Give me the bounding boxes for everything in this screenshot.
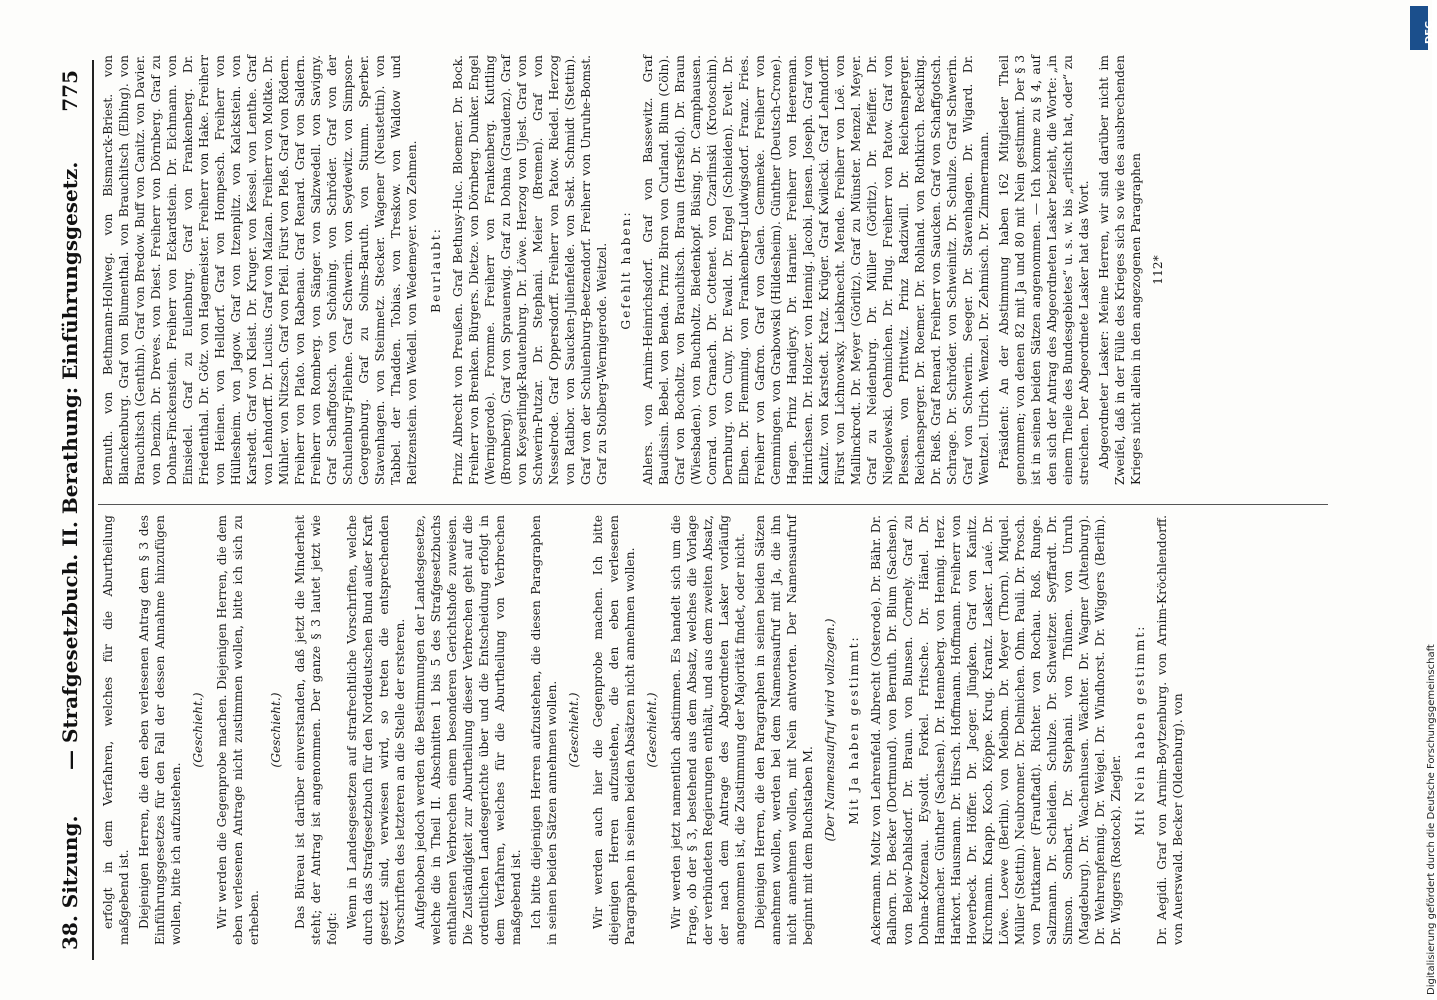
section-title: — Strafgesetzbuch. II. Berathung: Einführungsgesetz. xyxy=(58,161,82,770)
vote-heading: Mit Ja haben gestimmt: xyxy=(847,635,861,825)
procedural-note: (Geschieht.) xyxy=(269,692,283,768)
name-list: Prinz Albrecht von Preußen. Graf Bethusy-Huc. Bloemer. Dr. Bock. Freiherr von Brenken. Bürgers. Dietze. von Dörnberg. Dunker. Engel (Wernigerode). Fromme. Freiherr von Frankenberg. Kuttling (Bromberg). Graf von Sprauenwig. Graf zu Dohna (Graudenz). Graf von Keyserlingk-Rautenburg. Dr. Löwe. Herzog von Ujest. Graf von Schwerin-Putzar. Dr. Stephani. Meier (Bremen). Graf von Nesselrode. Graf Oppersdorff. Freiherr von Patow. Riedel. Herzog von Ratibor. von Saucken-Julienfelde. von Sekt. Schmidt (Stettin). Graf von der Schulenburg-Beetzendorf. Freiherr von Unruhe-Bomst. Graf zu Stolberg-Wernigerode. Weitzel. xyxy=(451,55,609,485)
paragraph: Das Büreau ist darüber einverstanden, daß jetzt die Minderheit steht; der Antrag ist angenommen. Der ganze § 3 lautet jetzt wie folgt: xyxy=(293,515,339,945)
page-number: 775 xyxy=(58,70,82,112)
name-list: Ackermann. Moltz von Lehrenfeld. Albrecht (Osterode). Dr. Bähr. Dr. Balhorn. Dr. Becker (Dortmund). von Bernuth. Dr. Blum (Sachsen). von Below-Dahlsdorf. Dr. Braun. von Bunsen. Cornely. Graf zu Dohna-Kotzenau. Eysoldt. Forkel. Fritsche. Dr. Hänel. Dr. Hammacher. Günther (Sachsen). Dr. Henneberg. von Hennig. Herz. Harkort. Hausmann. Dr. Hirsch. Hoffmann. Hoffmann. Freiherr von Hoverbeck. Dr. Höffer. Dr. Jacger. Jüngken. Graf von Kanitz. Kirchmann. Knapp. Kocb. Köppe. Krug. Krantz. Lasker. Laué. Dr. Löwe. Loewe (Berlin). von Meibom. Dr. Meyer (Thorn). Miquel. Müller (Stettin). Neubronner. Dr. Delmichen. Ohm. Pauli. Dr. Prosch. von Puttkamer (Frauftadt). Richter. von Rochau. Roß. Runge. Salzmann. Dr. Schleiden. Schulze. Dr. Schweitzer. Seyffardt. Dr. Simson. Sombart. Dr. Stephani. von Thünen. von Unruh (Magdeburg). Dr. Wachenhusen. Wächter. Dr. Wagner (Altenburg). Dr. Wehrenpfennig. Dr. Weigel. Dr. Windhorst. Dr. Wiggers (Berlin). Dr. Wiggers (Rostock). Ziegler. xyxy=(869,515,1123,945)
procedural-note: (Geschieht.) xyxy=(567,692,581,768)
paragraph: Wir werden jetzt namentlich abstimmen. Es handelt sich um die Frage, ob der § 3, bestehend aus dem Absatz, welches die Vorlage der verbündeten Regierungen enthält, und aus dem zweiten Absatz, der nach dem Antrage des Abgeordneten Lasker vorläufig angenommen ist, die Zustimmung der Majorität findet, oder nicht. xyxy=(669,515,747,945)
paragraph: Aufgehoben jedoch werden die Bestimmungen der Landesgesetze, welche die in Theil II. Abschnitten 1 bis 5 des Strafgesetzbuchs enthaltenen Verbrechen einem besonderen Gerichtshofe zuweisen. Die Zuständigkeit zur Aburtheilung dieser Verbrechen geht auf die ordentlichen Landesgerichte über und die Entscheidung erfolgt in dem Verfahren, welches für die Aburtheilung von Verbrechen maßgebend ist. xyxy=(413,515,523,945)
paragraph: erfolgt in dem Verfahren, welches für die Aburtheilung maßgebend ist. xyxy=(101,515,131,945)
name-list: Ahlers. von Arnim-Heinrichsdorf. Graf von Bassewitz. Graf Baudissin. Bebel. von Benda. Prinz Biron von Curland. Blum (Cöln). Graf von Bocholtz. von Brauchitsch. Braun (Hersfeld). Dr. Braun (Wiesbaden). von Buchholtz. Biedenkopf. Büsing. Dr. Camphausen. Conrad. von Cranach. Dr. Cottenet. von Czarlinski (Krotoschin). Dernburg. von Cuny. Dr. Ewald. Dr. Engel (Schleiden). Evelt. Dr. Elben. Dr. Flemming. von Frankenberg-Ludwigsdorf. Franz. Fries. Freiherr von Gafron. Graf von Galen. Gemmeke. Freiherr von Gemmingen. von Grabowski (Hildesheim). Günther (Deutsch-Crone). Hagen. Prinz Handjery. Dr. Harnier. Freiherr von Heereman. Hinrichsen. Dr. Holzer. von Hennig. Jacobi. Jensen. Joseph. Graf von Kanitz. von Karstedt. Kratz. Krüger. Graf Kwilecki. Graf Lehndorff. Fürst von Lichnowsky. Liebknecht. Mende. Freiherr von Loë. von Mallinckrodt. Dr. Meyer (Görlitz). Graf zu Münster. Menzel. Meyer. Graf zu Neidenburg. Dr. Müller (Görlitz). Dr. Pfeiffer. Dr. Niegolewski. Oehmichen. Dr. Pflug. Freiherr von Patow. Graf von Plessen. von Prittwitz. Prinz Radziwill. Dr. Reichensperger. Reichensperger. Dr. Roemer. Dr. Rohland. von Rothkirch. Reckling. Dr. Rieß. Graf Renard. Freiherr von Saucken. Graf von Schaffgotsch. Schrage. Dr. Schröder. von Schweinitz. Dr. Schulze. Graf Schwerin. Graf von Schwerin. Seeger. Dr. Stavenhagen. Dr. Wigard. Dr. Wentzel. Ulrich. Wenzel. Dr. Zehmisch. Dr. Zimmermann. xyxy=(641,55,991,485)
paragraph: Diejenigen Herren, die den Paragraphen in seinen beiden Sätzen annehmen wollen, werden bei dem Namensaufruf mit Ja, die ihn nicht annehmen wollen, mit Nein antworten. Der Namensaufruf beginnt mit dem Buchstaben M. xyxy=(753,515,815,945)
running-head xyxy=(58,70,88,950)
paragraph: Wir werden die Gegenprobe machen. Diejenigen Herren, die dem eben verlesenen Antrage nicht zustimmen wollen, bitte ich sich zu erheben. xyxy=(215,515,261,945)
paragraph: Diejenigen Herren, die den eben verlesenen Antrag dem § 3 des Einführungsgesetzes für den Fall der dessen Annahme hinzufügen wollen, bitte ich aufzustehen. xyxy=(137,515,183,945)
left-column xyxy=(100,515,1320,945)
paragraph: Abgeordneter Lasker: Meine Herren, wir sind darüber nicht im Zweifel, daß in der Fülle des Krieges sich so wie des ausbrechenden Krieges nicht allein in den angezogenen Paragraphen xyxy=(1097,55,1143,485)
paragraph: Ich bitte diejenigen Herren aufzustehen, die diesen Paragraphen in seinen beiden Sätzen annehmen wollen. xyxy=(529,515,559,945)
session-label: 38. Sitzung. xyxy=(58,815,82,950)
vote-heading: Gefehlt haben: xyxy=(619,210,633,330)
paragraph: Wenn in Landesgesetzen auf strafrechtliche Vorschriften, welche durch das Strafgesetzbuch für den Norddeutschen Bund außer Kraft gesetzt sind, verwiesen wird, so treten die entsprechenden Vorschriften des letzteren an die Stelle der ersteren. xyxy=(345,515,407,945)
column-rule xyxy=(98,504,1328,505)
vote-heading: Beurlaubt: xyxy=(429,227,443,313)
procedural-note: (Geschieht.) xyxy=(191,692,205,768)
procedural-note: (Der Namensaufruf wird vollzogen.) xyxy=(823,618,837,842)
procedural-note: (Geschieht.) xyxy=(645,692,659,768)
header-rule xyxy=(92,60,94,960)
name-list: Bernuth. von Bethmann-Hollweg. von Bismarck-Briest. von Blanckenburg. Graf von Blumenthal. von Brauchitsch (Elbing). von Brauchitsch (Genthin). Graf von Bredow. Buff von Canitz. von Davier. von Denzin. Dr. Dreves. von Diest. Freiherr von Dörnberg. Graf zu Dohna-Finckenstein. Freiherr von Eckardstein. Dr. Eichmann. von Einsiedel. Graf zu Eulenburg. Graf von Frankenberg. Dr. Friedenthal. Dr. Götz. von Hagemeister. Freiherr von Hake. Freiherr von Heinen. von Helldorf. Graf von Hompesch. Freiherr von Hüllesheim. von Jagow. Graf von Itzenplitz. von Kalckstein. von Karstedt. Graf von Kleist. Dr. Kruger. von Kessel. von Lenthe. Graf von Lehndorff. Dr. Lucius. Graf von Malzan. Freiherr von Moltke. Dr. Mühler. von Nitzsch. Graf von Pfeil. Fürst von Pleß. Graf von Rödern. Freiherr von Plato. von Rabenau. Graf Renard. Graf von Saldern. Freiherr von Romberg. von Sänger. von Salzwedell. von Savigny. Graf Schaffgotsch. von Schöning. von Schröder. Graf von der Schulenburg-Filehne. Graf Schwerin. von Seydewitz. von Simpson-Georgenburg. Graf zu Solms-Baruth. von Stumm. Sperber. Stavenhagen. von Steinmetz. Stecker. Wagener (Neustettin). von Tabbel. der Thadden. Tobias. von Treskow. von Waldow und Reitzenstein. von Wedell. von Wedemeyer. von Zehmen. xyxy=(101,55,419,485)
signature-mark: 112* xyxy=(1151,255,1165,285)
dfg-logo-text: DFG xyxy=(1424,20,1435,44)
vote-heading: Mit Nein haben gestimmt: xyxy=(1133,624,1147,836)
digitization-note-text: Digitalisierung gefördert durch die Deutsche Forschungsgemeinschaft xyxy=(1426,644,1437,995)
dfg-logo xyxy=(1410,6,1435,50)
name-list: Dr. Aegidi. Graf von Arnim-Boytzenburg. von Arnim-Kröchlendorff. von Auerswald. Becker (Oldenburg). von xyxy=(1155,515,1185,945)
digitization-note xyxy=(1406,0,1437,1000)
right-column xyxy=(100,55,1320,485)
paragraph: Präsident: An der Abstimmung haben 162 Mitglieder Theil genommen; von denen 82 mit Ja und 80 mit Nein gestimmt. Der § 3 ist in seinen beiden Sätzen angenommen. — Ich komme zu § 4, auf den sich der Antrag des Abgeordneten Lasker bezieht, die Worte: „in einem Theile des Bundesgebietes“ u. s. w. bis „erlischt hat, oder“ zu streichen. Der Abgeordnete Lasker hat das Wort. xyxy=(997,55,1091,485)
paragraph: Wir werden auch hier die Gegenprobe machen. Ich bitte diejenigen Herren aufzustehen, die den eben verlesenen Paragraphen in seinen beiden Absätzen nicht annehmen wollen. xyxy=(591,515,637,945)
